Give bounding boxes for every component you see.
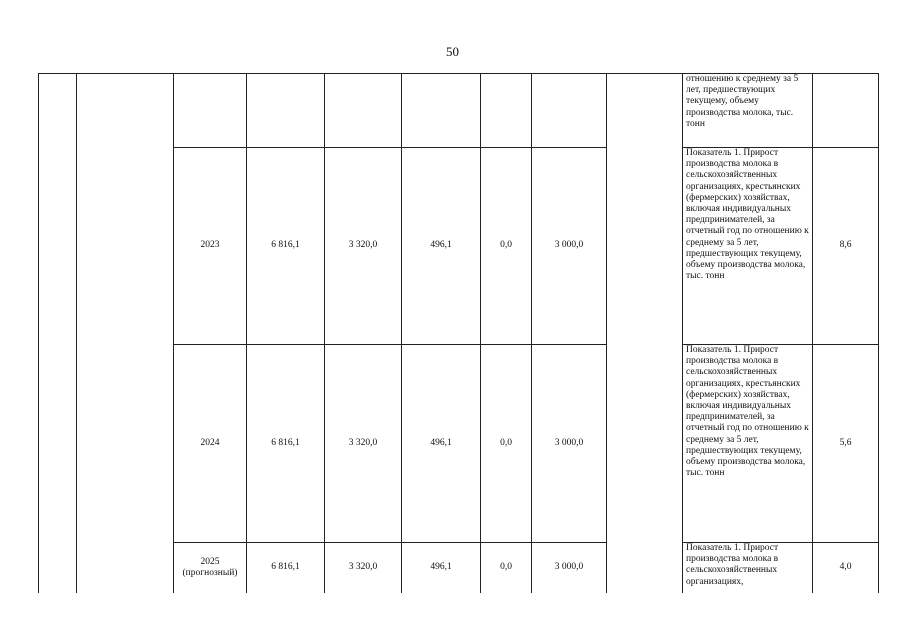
value-cell: 0,0 bbox=[481, 543, 532, 593]
value-cell: 3 000,0 bbox=[532, 345, 607, 543]
value-cell bbox=[532, 74, 607, 148]
executor-cell bbox=[607, 74, 683, 593]
indicator-value-cell bbox=[813, 74, 879, 148]
value-cell: 3 000,0 bbox=[532, 148, 607, 345]
col-number-cell bbox=[39, 74, 77, 593]
value-cell: 3 320,0 bbox=[325, 148, 402, 345]
value-cell: 3 320,0 bbox=[325, 345, 402, 543]
year-cell: 2024 bbox=[174, 345, 247, 543]
value-cell bbox=[481, 74, 532, 148]
page-number: 50 bbox=[446, 44, 459, 59]
indicator-cell: отношению к среднему за 5 лет, предшествующих текущему, объему производства молока, тыс. тонн bbox=[683, 74, 813, 148]
table-row-continued bbox=[39, 74, 879, 148]
indicator-cell: Показатель 1. Прирост производства молока в сельскохозяйственных организациях, крестьянских (фермерских) хозяйствах, включая индивидуальных предпринимателей, за отчетный год по отношению к среднему за 5 лет, предшествующих текущему, объему производства молока, тыс. тонн bbox=[683, 148, 813, 345]
value-cell: 496,1 bbox=[402, 148, 481, 345]
col-name-cell bbox=[77, 74, 174, 593]
program-table bbox=[38, 73, 879, 593]
value-cell: 3 000,0 bbox=[532, 543, 607, 593]
value-cell bbox=[402, 74, 481, 148]
total-cell: 6 816,1 bbox=[247, 543, 325, 593]
indicator-value-cell: 5,6 bbox=[813, 345, 879, 543]
indicator-cell: Показатель 1. Прирост производства молока в сельскохозяйственных организациях, bbox=[683, 543, 813, 593]
year-cell: 2023 bbox=[174, 148, 247, 345]
indicator-value-cell: 4,0 bbox=[813, 543, 879, 593]
value-cell: 496,1 bbox=[402, 345, 481, 543]
value-cell: 3 320,0 bbox=[325, 543, 402, 593]
year-cell bbox=[174, 74, 247, 148]
year-note: (прогнозный) bbox=[182, 567, 238, 578]
value-cell bbox=[325, 74, 402, 148]
year-cell bbox=[174, 543, 247, 593]
total-cell bbox=[247, 74, 325, 148]
indicator-cell: Показатель 1. Прирост производства молока в сельскохозяйственных организациях, крестьянских (фермерских) хозяйствах, включая индивидуальных предпринимателей, за отчетный год по отношению к среднему за 5 лет, предшествующих текущему, объему производства молока, тыс. тонн bbox=[683, 345, 813, 543]
value-cell: 0,0 bbox=[481, 148, 532, 345]
total-cell: 6 816,1 bbox=[247, 148, 325, 345]
value-cell: 0,0 bbox=[481, 345, 532, 543]
total-cell: 6 816,1 bbox=[247, 345, 325, 543]
value-cell: 496,1 bbox=[402, 543, 481, 593]
indicator-value-cell: 8,6 bbox=[813, 148, 879, 345]
year-label: 2025 bbox=[200, 556, 220, 567]
